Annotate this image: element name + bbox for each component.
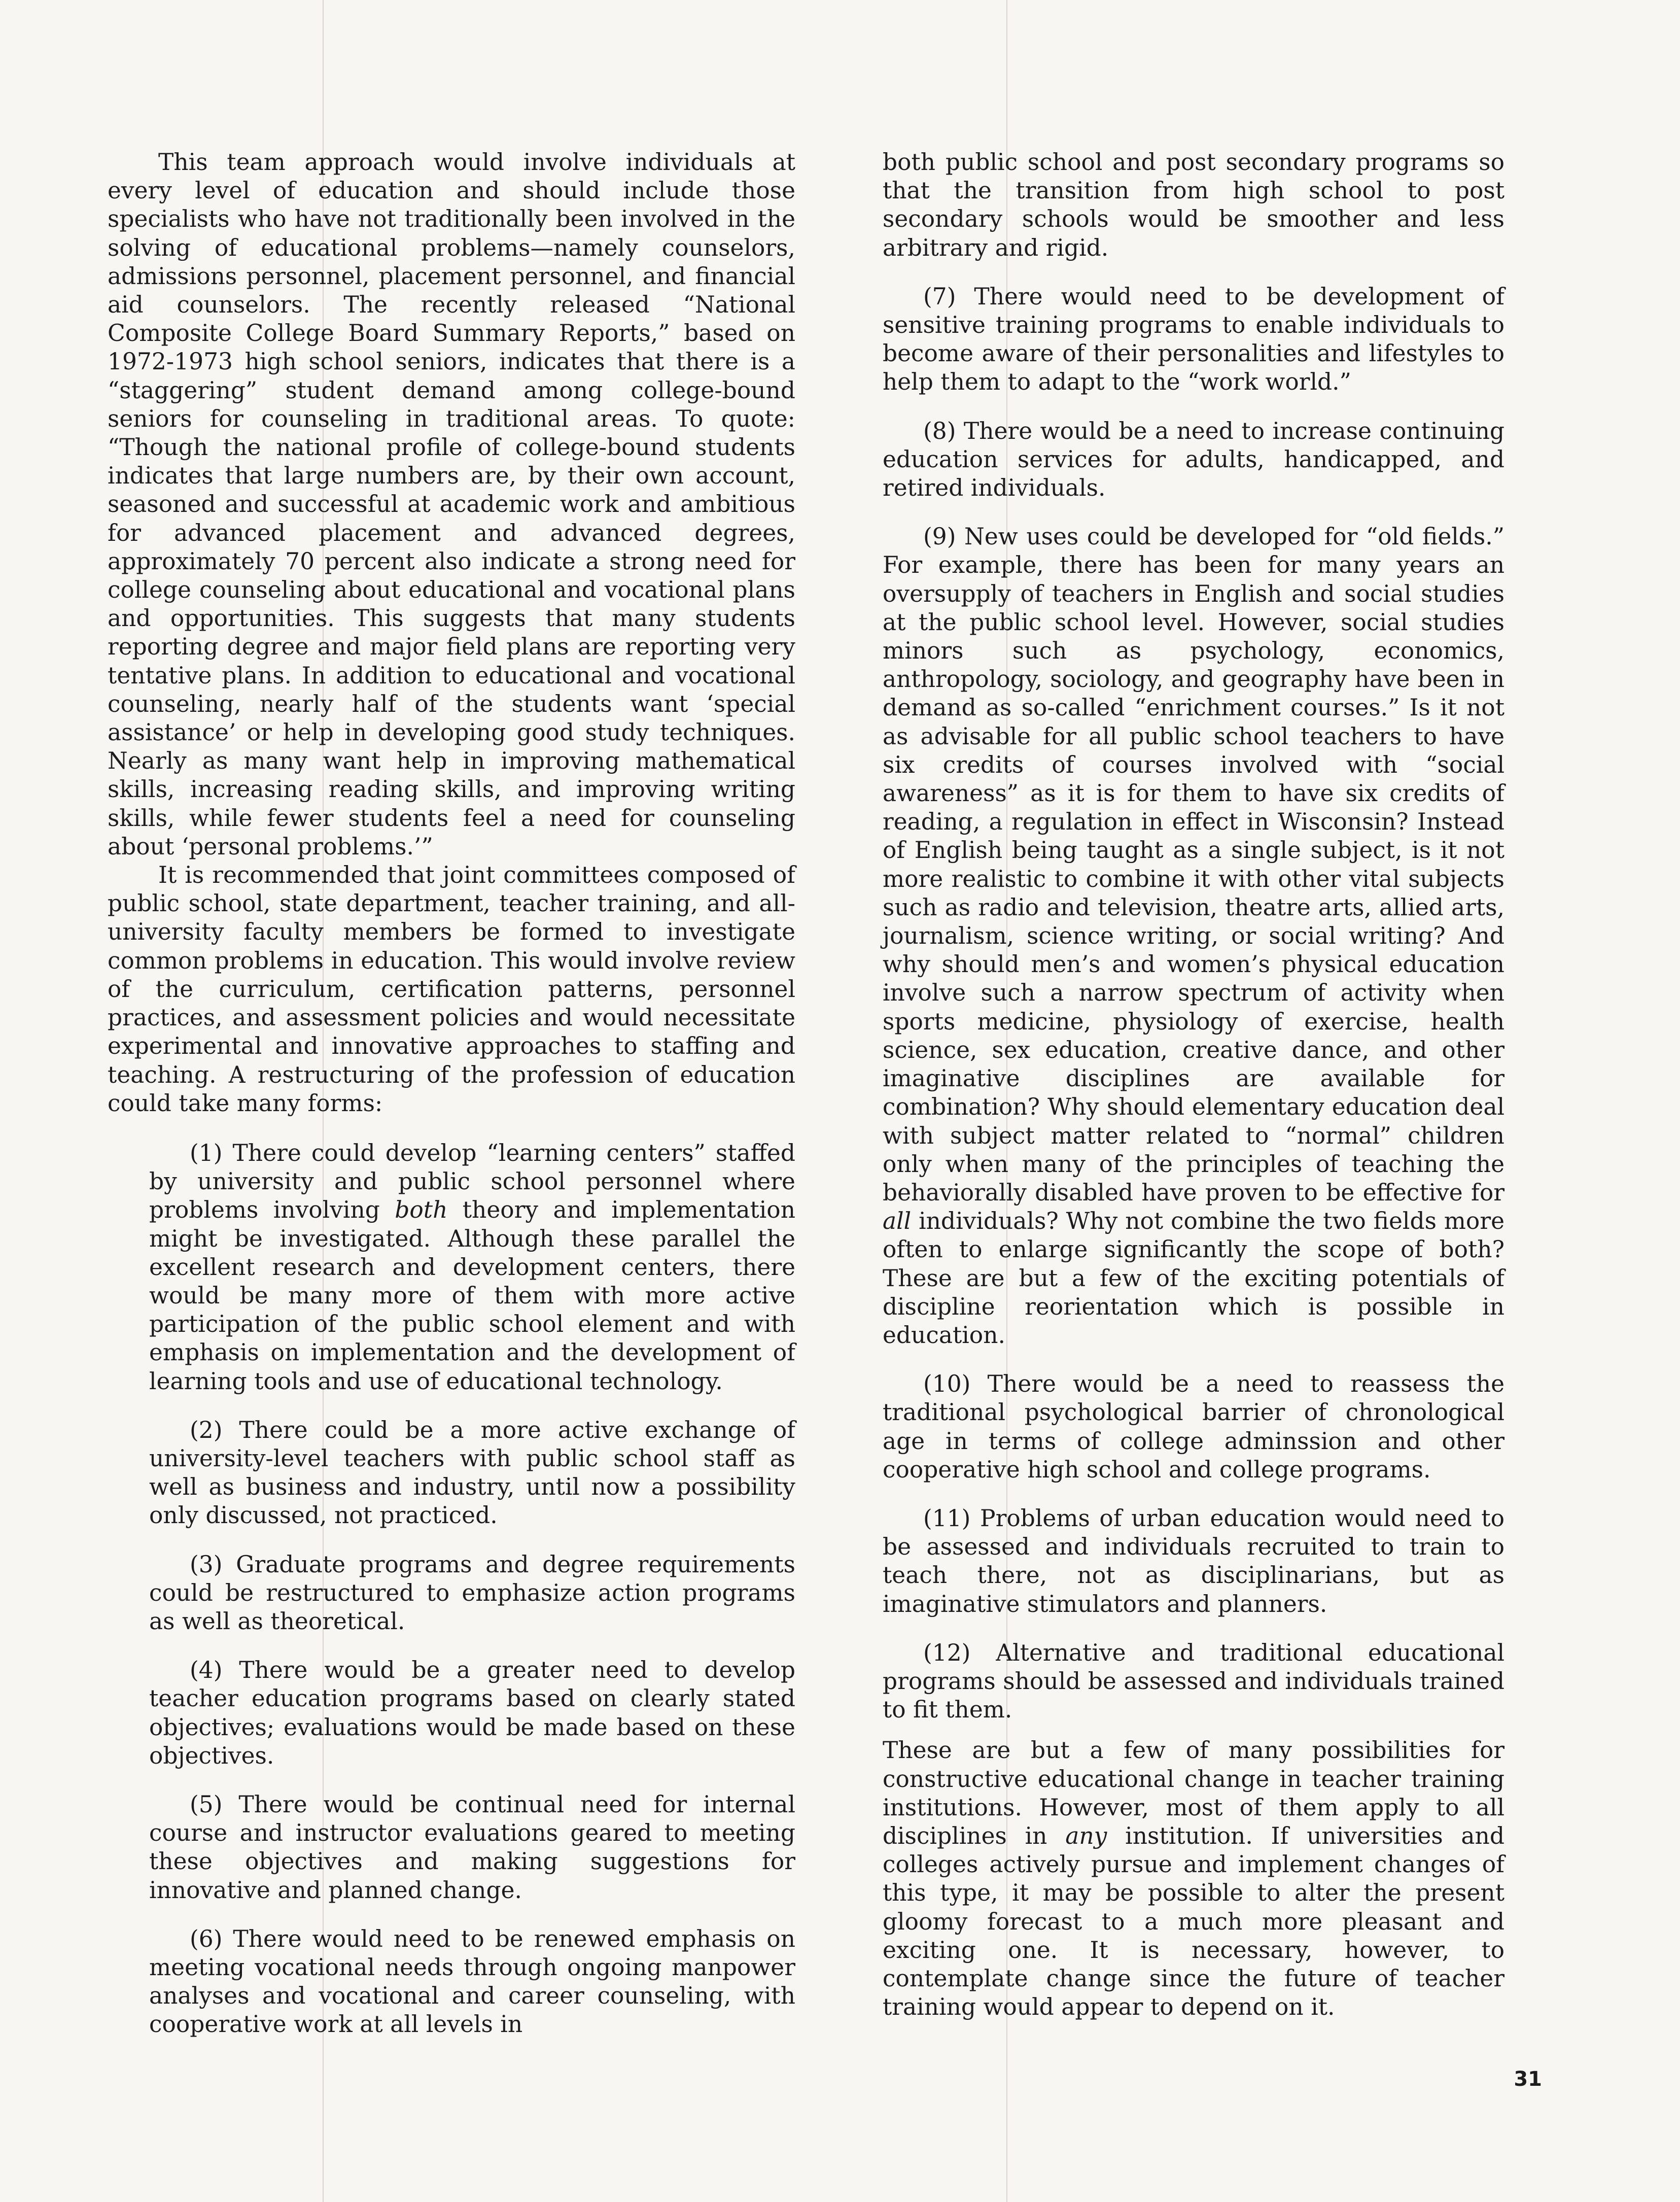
page-number: 31 (1514, 2068, 1542, 2091)
list-item-12-text: (12) Alternative and traditional educational programs should be assessed and individuals trained to fit them. (883, 1639, 1505, 1724)
list-item-1-emphasis: both (395, 1196, 448, 1224)
list-item-9-text-b: individuals? Why not combine the two fields more often to enlarge significantly the scope of both? These are but a few of the exciting potentials of discipline reorientation which is possible in education. (883, 1208, 1504, 1349)
list-item-5 (149, 1791, 795, 1905)
recommendation-paragraph (108, 861, 795, 1118)
list-item-3-text: (3) Graduate programs and degree requirements could be restructured to emphasize action programs as well as theoretical. (149, 1551, 795, 1635)
list-item-3 (149, 1551, 795, 1636)
list-item-6 (149, 1925, 795, 2039)
left-column (108, 148, 795, 2059)
list-item-1-text-a: (1) There could develop “learning centers” staffed by university and public school personnel where problems involving (149, 1139, 795, 1224)
list-item-1 (149, 1139, 795, 1396)
list-item-9-text-a: (9) New uses could be developed for “old fields.” For example, there has been for many years an oversupply of teachers in English and social studies at the public school level. However, social studies minors such as psychology, economics, anthropology, sociology, and geography have been in demand as so-called “enrichment courses.” Is it not as advisable for all public school teachers to have six credits of courses involved with “social awareness” as it is for them to have six credits of reading, a regulation in effect in Wisconsin? Instead of English being taught as a single subject, is it not more realistic to combine it with other vital subjects such as radio and television, theatre arts, allied arts, journalism, science writing, or social writing? And why should men’s and women’s physical education involve such a narrow spectrum of activity when sports medicine, physiology of exercise, health science, sex education, creative dance, and other imaginative disciplines are available for combination? Why should elementary education deal with subject matter related to “normal” children only when many of the principles of teaching the behaviorally disabled have proven to be effective for (883, 523, 1504, 1206)
list-item-8 (883, 417, 1504, 503)
list-item-2 (149, 1416, 795, 1530)
closing-text-b: institution. If universities and colleges actively pursue and implement changes of this type, it may be possible to alter the present gloomy forecast to a much more pleasant and exciting one. It is necessary, however, to contemplate change since the future of teacher training would appear to depend on it. (883, 1822, 1504, 2021)
list-item-9 (883, 523, 1504, 1350)
list-item-11 (883, 1504, 1504, 1619)
list-item-9-emphasis: all (883, 1208, 912, 1235)
continuation-paragraph (883, 148, 1504, 262)
closing-emphasis: any (1065, 1822, 1107, 1849)
list-item-4-text: (4) There would be a greater need to develop teacher education programs based on clearly stated objectives; evaluations would be made based on these objectives. (149, 1657, 795, 1769)
list-item-7 (883, 283, 1504, 397)
intro-paragraph (108, 148, 795, 861)
closing-paragraph (883, 1736, 1504, 2021)
list-item-5-text: (5) There would be continual need for internal course and instructor evaluations geared to meeting these objectives and making suggestions for innovative and planned change. (149, 1791, 795, 1904)
list-item-10-text: (10) There would be a need to reassess the traditional psychological barrier of chronological age in terms of college adminssion and other cooperative high school and college programs. (883, 1370, 1504, 1483)
list-item-6-text: (6) There would need to be renewed emphasis on meeting vocational needs through ongoing manpower analyses and vocational and career counseling, with cooperative work at all levels in (149, 1925, 795, 2038)
list-item-1-text-b: theory and implementation might be investigated. Although these parallel the excellent research and development centers, there would be many more of them with more active participation of the public school element and with emphasis on implementation and the development of learning tools and use of educational technology. (149, 1196, 795, 1395)
list-item-7-text: (7) There would need to be development of sensitive training programs to enable individuals to become aware of their personalities and lifestyles to help them to adapt to the “work world.” (883, 283, 1504, 396)
continuation-text: both public school and post secondary programs so that the transition from high school to post secondary schools would be smoother and less arbitrary and rigid. (883, 149, 1504, 261)
right-column (883, 148, 1504, 2021)
list-item-8-text: (8) There would be a need to increase continuing education services for adults, handicapped, and retired individuals. (883, 417, 1504, 502)
list-item-11-text: (11) Problems of urban education would need to be assessed and individuals recruited to train to teach there, not as disciplinarians, but as imaginative stimulators and planners. (883, 1504, 1504, 1618)
intro-text: This team approach would involve individuals at every level of education and should include those specialists who have not traditionally been involved in the solving of educational problems—namely counselors, admissions personnel, placement personnel, and financial aid counselors. The recently released “National Composite College Board Summary Reports,” based on 1972-1973 high school seniors, indicates that there is a “staggering” student demand among college-bound seniors for counseling in traditional areas. To quote: “Though the national profile of college-bound students indicates that large numbers are, by their own account, seasoned and successful at academic work and ambitious for advanced placement and advanced degrees, approximately 70 percent also indicate a strong need for college counseling about educational and vocational plans and opportunities. This suggests that many students reporting degree and major field plans are reporting very tentative plans. In addition to educational and vocational counseling, nearly half of the students want ‘special assistance’ or help in developing good study techniques. Nearly as many want help in improving mathematical skills, increasing reading skills, and improving writing skills, while fewer students feel a need for counseling about ‘personal problems.’” (108, 149, 795, 860)
recommendation-text: It is recommended that joint committees composed of public school, state department, teacher training, and all-university faculty members be formed to investigate common problems in education. This would involve review of the curriculum, certification patterns, personnel practices, and assessment policies and would necessitate experimental and innovative approaches to staffing and teaching. A restructuring of the profession of education could take many forms: (108, 862, 795, 1117)
list-item-4 (149, 1656, 795, 1770)
list-item-2-text: (2) There could be a more active exchange of university-level teachers with public school staff as well as business and industry, until now a possibility only discussed, not practiced. (149, 1416, 795, 1529)
list-item-10 (883, 1370, 1504, 1484)
list-item-12 (883, 1639, 1504, 1725)
closing-text-a: These are but a few of many possibilities for constructive educational change in teacher training institutions. However, most of them apply to all disciplines in (883, 1737, 1504, 1849)
